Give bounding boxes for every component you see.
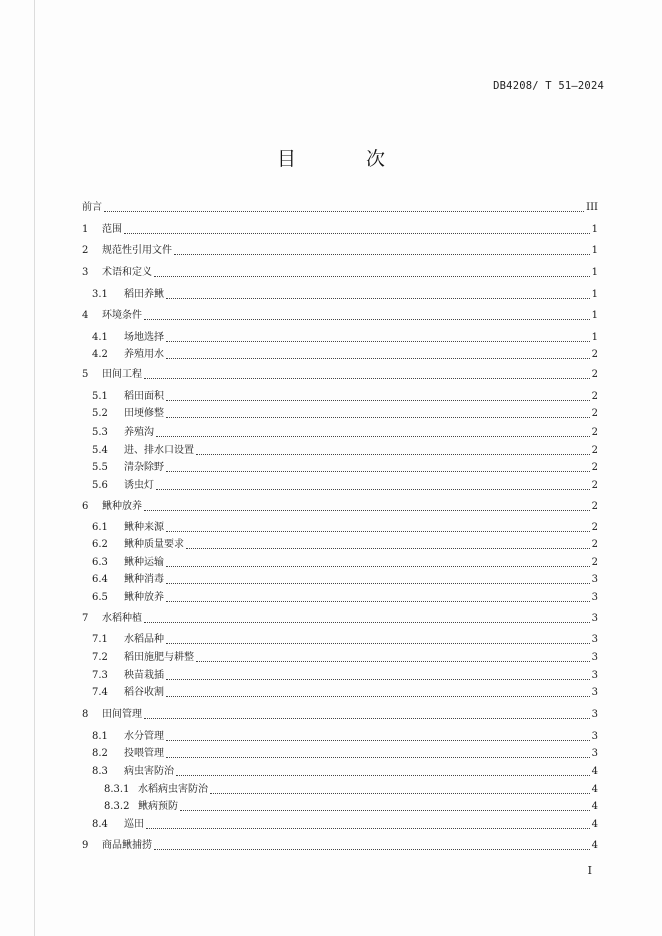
toc-entry-number: 6.2 (92, 539, 108, 550)
toc-dot-leader (166, 417, 590, 418)
toc-entry-label: 病虫害防治 (124, 766, 174, 777)
toc-entry[interactable] (82, 535, 598, 551)
toc-dot-leader (144, 319, 590, 320)
toc-entry[interactable] (82, 328, 598, 344)
toc-entry-label: 田埂修整 (124, 408, 164, 419)
toc-dot-leader (180, 810, 590, 811)
toc-entry-number: 5 (82, 369, 89, 380)
toc-dot-leader (196, 454, 590, 455)
toc-entry-number: 3 (82, 267, 89, 278)
toc-entry-label: 水稻病虫害防治 (138, 784, 208, 795)
toc-entry-page: 3 (591, 652, 598, 663)
toc-entry[interactable] (82, 441, 598, 457)
toc-entry-label: 养殖沟 (124, 427, 154, 438)
toc-entry-label: 鳅种运输 (124, 557, 164, 568)
toc-dot-leader (166, 358, 590, 359)
toc-dot-leader (146, 828, 590, 829)
toc-entry-number: 8.4 (92, 819, 108, 830)
toc-dot-leader (166, 643, 590, 644)
toc-entry[interactable] (82, 797, 598, 813)
toc-entry-page: 2 (591, 557, 598, 568)
toc-entry-page: 1 (591, 332, 598, 343)
toc-entry-number: 4.2 (92, 349, 108, 360)
toc-entry[interactable] (82, 570, 598, 586)
toc-entry[interactable] (82, 387, 598, 403)
toc-dot-leader (144, 622, 590, 623)
toc-entry-page: 3 (591, 634, 598, 645)
toc-entry[interactable] (82, 198, 598, 214)
toc-entry-page: 3 (591, 731, 598, 742)
toc-entry-number: 5.4 (92, 445, 108, 456)
toc-entry[interactable] (82, 648, 598, 664)
toc-entry-label: 鳅种来源 (124, 522, 164, 533)
toc-entry-number: 4 (82, 310, 89, 321)
toc-entry-number: 7.3 (92, 670, 108, 681)
toc-entry[interactable] (82, 630, 598, 646)
toc-entry[interactable] (82, 404, 598, 420)
toc-entry-number: 7.4 (92, 687, 108, 698)
toc-entry-number: 5.1 (92, 391, 108, 402)
toc-dot-leader (166, 679, 590, 680)
toc-entry[interactable] (82, 609, 598, 625)
scan-edge-line (34, 0, 35, 936)
toc-dot-leader (166, 601, 590, 602)
toc-dot-leader (156, 489, 590, 490)
toc-entry-page: 4 (591, 784, 598, 795)
toc-entry-label: 进、排水口设置 (124, 445, 194, 456)
toc-entry[interactable] (82, 705, 598, 721)
toc-entry-number: 6.1 (92, 522, 108, 533)
toc-entry[interactable] (82, 345, 598, 361)
toc-entry-label: 巡田 (124, 819, 144, 830)
toc-dot-leader (166, 471, 590, 472)
toc-entry-label: 田间管理 (102, 709, 142, 720)
toc-dot-leader (166, 400, 590, 401)
toc-entry-number: 8.3 (92, 766, 108, 777)
toc-entry-label: 水稻种植 (102, 613, 142, 624)
toc-dot-leader (144, 378, 590, 379)
toc-entry-page: 1 (591, 289, 598, 300)
toc-entry-page: 2 (591, 480, 598, 491)
toc-entry-page: 2 (591, 445, 598, 456)
toc-entry-page: 2 (591, 369, 598, 380)
toc-dot-leader (210, 793, 590, 794)
toc-dot-leader (144, 510, 590, 511)
toc-entry-label: 诱虫灯 (124, 480, 154, 491)
toc-entry-page: 3 (591, 709, 598, 720)
toc-entry[interactable] (82, 476, 598, 492)
toc-dot-leader (166, 696, 590, 697)
toc-entry-page: 3 (591, 574, 598, 585)
toc-entry-page: 2 (591, 522, 598, 533)
toc-entry-number: 8.1 (92, 731, 108, 742)
toc-entry-number: 6.5 (92, 592, 108, 603)
toc-entry-page: 2 (591, 408, 598, 419)
toc-entry[interactable] (82, 836, 598, 852)
toc-entry-page: 2 (591, 349, 598, 360)
toc-dot-leader (104, 211, 584, 212)
toc-dot-leader (176, 775, 590, 776)
toc-entry-label: 环境条件 (102, 310, 142, 321)
toc-entry-number: 8.2 (92, 748, 108, 759)
toc-entry-label: 养殖用水 (124, 349, 164, 360)
toc-entry-label: 鳅病预防 (138, 801, 178, 812)
toc-entry-label: 规范性引用文件 (102, 245, 172, 256)
toc-entry-number: 5.2 (92, 408, 108, 419)
toc-entry-number: 8 (82, 709, 89, 720)
toc-entry-label: 稻谷收割 (124, 687, 164, 698)
toc-entry-page: 2 (591, 501, 598, 512)
toc-entry-page: 4 (591, 840, 598, 851)
toc-entry-label: 清杂除野 (124, 462, 164, 473)
toc-entry-page: 4 (591, 819, 598, 830)
toc-entry-label: 鳅种放养 (124, 592, 164, 603)
toc-entry-label: 鳅种质量要求 (124, 539, 184, 550)
toc-entry[interactable] (82, 815, 598, 831)
toc-entry[interactable] (82, 727, 598, 743)
toc-entry[interactable] (82, 220, 598, 236)
toc-dot-leader (166, 298, 590, 299)
toc-entry-number: 8.3.1 (104, 784, 130, 795)
toc-entry-page: 3 (591, 592, 598, 603)
toc-entry[interactable] (82, 553, 598, 569)
toc-entry-number: 6.4 (92, 574, 108, 585)
toc-dot-leader (166, 566, 590, 567)
toc-entry[interactable] (82, 518, 598, 534)
toc-entry-label: 鳅种放养 (102, 501, 142, 512)
toc-entry-number: 3.1 (92, 289, 108, 300)
toc-dot-leader (166, 583, 590, 584)
toc-entry[interactable] (82, 744, 598, 760)
toc-entry-number: 2 (82, 245, 89, 256)
toc-entry-page: 4 (591, 801, 598, 812)
toc-entry-page: 3 (591, 670, 598, 681)
toc-dot-leader (154, 849, 590, 850)
toc-entry-number: 9 (82, 840, 89, 851)
toc-entry-number: 5.6 (92, 480, 108, 491)
toc-entry[interactable] (82, 263, 598, 279)
toc-entry-page: 2 (591, 539, 598, 550)
toc-entry-number: 7 (82, 613, 89, 624)
toc-dot-leader (166, 531, 590, 532)
toc-entry-label: 稻田养鳅 (124, 289, 164, 300)
toc-entry-label: 田间工程 (102, 369, 142, 380)
toc-entry-number: 7.2 (92, 652, 108, 663)
toc-entry-page: 1 (591, 267, 598, 278)
toc-entry[interactable] (82, 497, 598, 513)
toc-dot-leader (196, 661, 590, 662)
toc-dot-leader (174, 254, 590, 255)
toc-entry-label: 稻田面积 (124, 391, 164, 402)
toc-entry-label: 水分管理 (124, 731, 164, 742)
toc-dot-leader (166, 341, 590, 342)
document-code: DB4208/ T 51—2024 (493, 80, 604, 92)
toc-entry-page: 3 (591, 687, 598, 698)
toc-entry-page: 2 (591, 427, 598, 438)
toc-entry-label: 范围 (102, 224, 122, 235)
toc-entry-label: 秧苗栽插 (124, 670, 164, 681)
toc-entry-label: 术语和定义 (102, 267, 152, 278)
toc-entry-label: 稻田施肥与耕整 (124, 652, 194, 663)
toc-entry-label: 水稻品种 (124, 634, 164, 645)
toc-dot-leader (156, 436, 590, 437)
toc-entry[interactable] (82, 365, 598, 381)
toc-entry-page: III (586, 202, 598, 213)
toc-entry[interactable] (82, 285, 598, 301)
toc-entry[interactable] (82, 241, 598, 257)
toc-entry-page: 1 (591, 245, 598, 256)
toc-dot-leader (124, 233, 590, 234)
toc-entry-page: 1 (591, 310, 598, 321)
toc-entry[interactable] (82, 306, 598, 322)
toc-entry-page: 1 (591, 224, 598, 235)
toc-entry-label: 投喂管理 (124, 748, 164, 759)
toc-dot-leader (144, 718, 590, 719)
toc-entry-page: 3 (591, 613, 598, 624)
toc-dot-leader (166, 757, 590, 758)
toc-entry-label: 商品鳅捕捞 (102, 840, 152, 851)
toc-entry[interactable] (82, 780, 598, 796)
toc-entry-number: 8.3.2 (104, 801, 130, 812)
toc-entry-number: 4.1 (92, 332, 108, 343)
toc-entry-number: 1 (82, 224, 89, 235)
toc-entry[interactable] (82, 458, 598, 474)
toc-entry-number: 6 (82, 501, 89, 512)
toc-entry-number: 5.3 (92, 427, 108, 438)
toc-entry-label: 场地选择 (124, 332, 164, 343)
toc-entry-number: 6.3 (92, 557, 108, 568)
toc-dot-leader (166, 740, 590, 741)
toc-entry-label: 鳅种消毒 (124, 574, 164, 585)
toc-entry[interactable] (82, 423, 598, 439)
page-number: I (587, 864, 592, 877)
toc-entry-number: 7.1 (92, 634, 108, 645)
toc-entry[interactable] (82, 683, 598, 699)
toc-entry[interactable] (82, 762, 598, 778)
toc-entry[interactable] (82, 588, 598, 604)
toc-dot-leader (186, 548, 590, 549)
toc-entry-number: 5.5 (92, 462, 108, 473)
toc-entry-page: 4 (591, 766, 598, 777)
toc-dot-leader (154, 276, 590, 277)
toc-entry-label: 前言 (82, 202, 102, 213)
toc-entry-page: 2 (591, 391, 598, 402)
toc-entry[interactable] (82, 666, 598, 682)
toc-entry-page: 2 (591, 462, 598, 473)
toc-entry-page: 3 (591, 748, 598, 759)
page-title: 目 次 (276, 148, 418, 170)
